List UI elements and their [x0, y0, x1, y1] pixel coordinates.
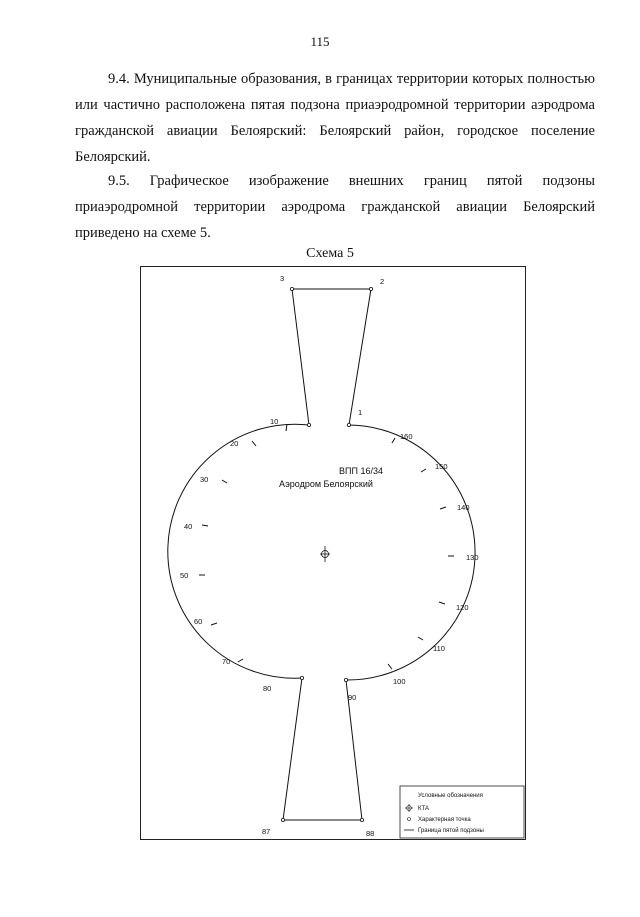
legend-item-label: КТА: [418, 806, 429, 812]
point-label: 60: [194, 617, 203, 626]
point-label: 88: [366, 829, 375, 838]
legend-item-label: Характерная точка: [418, 817, 471, 823]
scheme-caption: Схема 5: [306, 246, 354, 261]
point-label: 40: [184, 522, 193, 531]
point-label: 110: [433, 644, 445, 653]
point-label: 10: [270, 417, 279, 426]
point-label: 120: [456, 603, 469, 612]
runway-label: ВПП 16/34: [339, 466, 383, 476]
legend-title: Условные обозначения: [418, 793, 483, 799]
point-label: 87: [262, 827, 271, 836]
point-label: 80: [263, 684, 272, 693]
point-label: 100: [393, 677, 406, 686]
point-label: 3: [280, 274, 285, 283]
point-label: 20: [230, 439, 239, 448]
paragraph-line: 9.4. Муниципальные образования, в границах территории которых полностью: [108, 71, 595, 87]
point-label: 90: [348, 693, 357, 702]
paragraph-line: приаэродромной территории аэродрома гражданской авиации Белоярский: [75, 199, 595, 215]
paragraph-line: или частично расположена пятая подзона приаэродромной территории аэродрома: [75, 97, 595, 113]
point-label: 160: [400, 432, 413, 441]
point-label: 2: [380, 277, 385, 286]
point-icon: [408, 818, 411, 821]
characteristic-points: [281, 287, 372, 821]
paragraph-line: 9.5. Графическое изображение внешних границ пятой подзоны: [108, 173, 595, 189]
paragraph-line: Белоярский.: [75, 149, 151, 165]
tick-marks: [199, 424, 454, 669]
paragraph-line: гражданской авиации Белоярский: Белоярский район, городское поселение: [75, 123, 595, 139]
page-number: 115: [310, 34, 330, 49]
legend-item-label: Граница пятой подзоны: [418, 828, 484, 834]
point-label: 130: [466, 553, 479, 562]
airport-label: Аэродром Белоярский: [279, 479, 373, 489]
point-label: 140: [457, 503, 470, 512]
point-label: 1: [358, 408, 363, 417]
point-label: 150: [435, 462, 448, 471]
point-label: 70: [222, 657, 231, 666]
point-label: 50: [180, 571, 189, 580]
kta-icon: [320, 546, 330, 562]
legend: [400, 786, 524, 838]
paragraph-line: приведено на схеме 5.: [75, 225, 211, 241]
point-label: 30: [200, 475, 209, 484]
